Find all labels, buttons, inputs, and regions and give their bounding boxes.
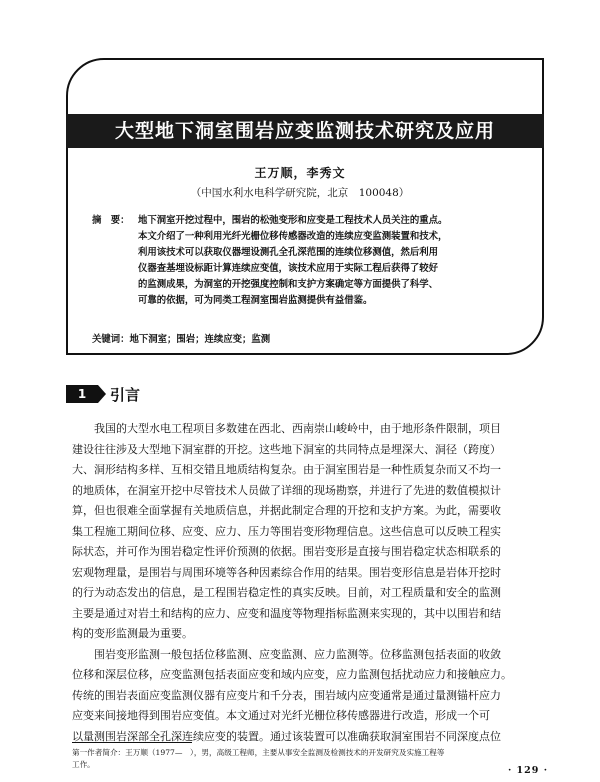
abstract-line: 的监测成果，为洞室的开挖强度控制和支护方案确定等方面提供了科学、 [138,279,439,290]
abstract [92,213,530,309]
abstract-line: 可靠的依据，可为同类工程洞室围岩监测提供有益借鉴。 [138,295,373,306]
footnote-line: 第一作者简介：王万顺（1977— ），男，高级工程师，主要从事安全监测及检测技术的开发研究及实施工程等 [72,748,445,757]
page-number: · 129 · [507,765,548,776]
section-title: 引言 [110,385,141,404]
body-line: 建设往往涉及大型地下洞室群的开挖。这些地下洞室的共同特点是埋深大、洞径（跨度） [72,442,501,456]
abstract-frame [66,58,544,355]
body-line: 大、洞形结构多样、互相交错且地质结构复杂。由于洞室围岩是一种性质复杂而又不均一 [72,463,501,476]
body-line: 位移和深层位移，应变监测包括表面应变和域内应变，应力监测包括扰动应力和接触应力。 [72,668,512,681]
footnote-line: 工作。 [72,760,95,769]
body-line: 的地质体，在洞室开挖中尽管技术人员做了详细的现场勘察，并进行了先进的数值模拟计 [72,483,501,497]
abstract-label: 摘 要： [92,215,130,226]
body-line: 的行为动态发出的信息，是工程围岩稳定性的真实反映。目前，对工程质量和安全的监测 [72,586,501,599]
body-line: 际状态，并可作为围岩稳定性评价预测的依据。围岩变形是直接与围岩稳定状态相联系的 [72,545,501,558]
abstract-text [138,213,530,309]
body-text [72,419,558,747]
body-line: 传统的围岩表面应变监测仪器有应变片和千分表，围岩域内应变通常是通过量测锚杆应力 [72,688,501,702]
footnote-divider [72,742,192,743]
abstract-line: 利用该技术可以获取仪器埋设测孔全孔深范围的连续位移测值，然后利用 [138,247,439,258]
body-line: 算，但也很难全面掌握有关地质信息，并据此制定合理的开挖和支护方案。为此，需要收 [72,504,501,517]
body-line: 应变来间接地得到围岩应变值。本文通过对光纤光栅位移传感器进行改造，形成一个可 [72,709,490,722]
body-line: 宏观物理量，是围岩与周围环境等各种因素综合作用的结果。围岩变形信息是岩体开挖时 [72,565,501,579]
abstract-line: 本文介绍了一种利用光纤光栅位移传感器改造的连续应变监测装置和技术， [138,231,448,242]
section-number-marker: 1 [66,385,98,403]
body-line: 围岩变形监测一般包括位移监测、应变监测、应力监测等。位移监测包括表面的收敛 [72,647,501,661]
body-line: 集工程施工期间位移、应变、应力、压力等围岩变形物理信息。这些信息可以反映工程实 [72,524,501,538]
keywords [92,331,270,345]
abstract-line: 地下洞室开挖过程中，围岩的松弛变形和应变是工程技术人员关注的重点。 [138,215,448,226]
keywords-text: 地下洞室；围岩；连续应变；监测 [129,334,271,345]
authors: 王万顺，李秀文 [254,166,346,180]
body-line: 构的变形监测最为重要。 [72,627,193,640]
body-line: 主要是通过对岩土和结构的应力、应变和温度等物理指标监测来实现的，其中以围岩和结 [72,606,501,620]
section-heading [66,383,140,405]
body-line: 我国的大型水电工程项目多数建在西北、西南崇山峻岭中，由于地形条件限制，项目 [72,422,501,435]
affiliation: （中国水利水电科学研究院，北京 100048） [190,187,410,199]
keywords-label: 关键词： [92,334,130,345]
paper-title: 大型地下洞室围岩应变监测技术研究及应用 [66,114,544,148]
body-line: 以量测围岩深部全孔深连续应变的装置。通过该装置可以准确获取洞室围岩不同深度点位 [72,729,501,743]
footnote [72,747,542,771]
abstract-line: 仪器查基埋设标距计算连续应变值，该技术应用于实际工程后获得了较好 [138,263,439,274]
